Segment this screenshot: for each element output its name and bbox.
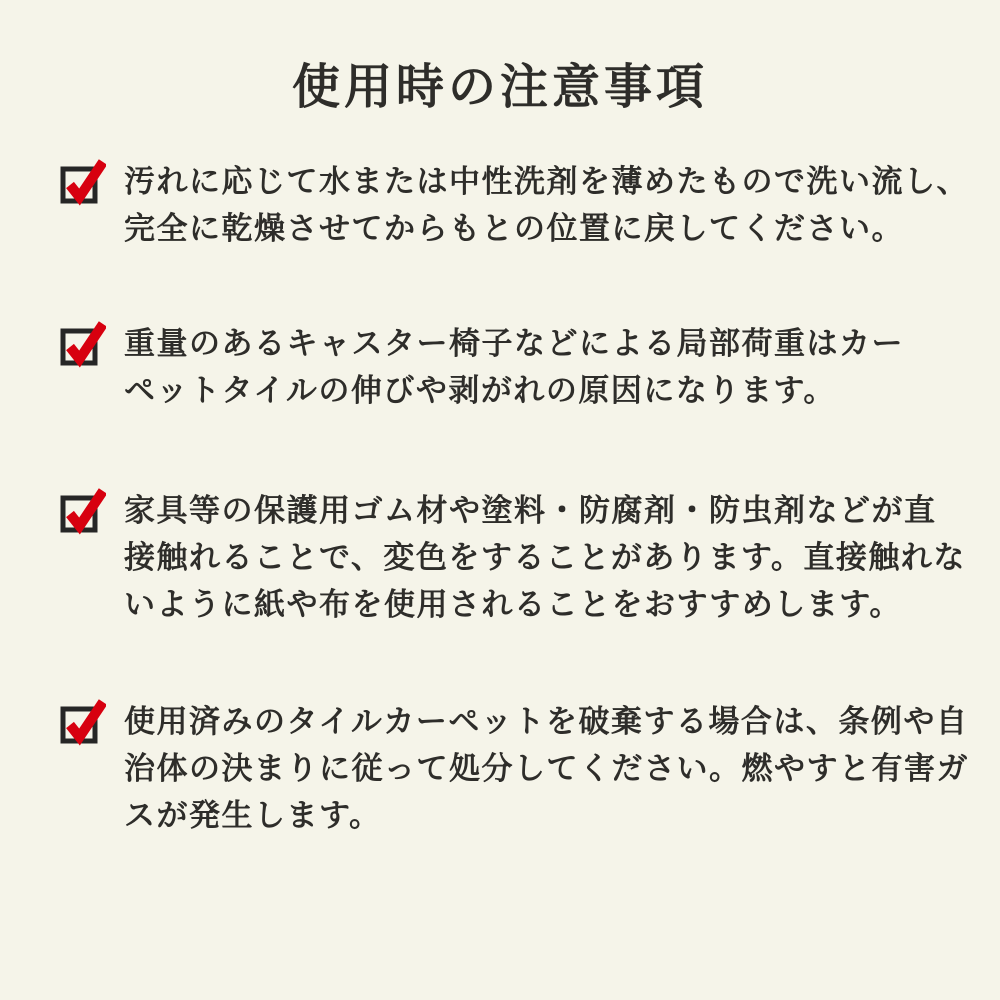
text-line: 治体の決まりに従って処分してください。燃やすと有害ガ: [124, 751, 969, 786]
checklist-item-4: [60, 698, 969, 839]
item-text: [124, 487, 966, 628]
page-title: 使用時の注意事項: [291, 61, 708, 114]
checklist-item-1: [60, 158, 969, 252]
text-line: 重量のあるキャスター椅子などによる局部荷重はカー: [124, 326, 904, 361]
text-line: スが発生します。: [124, 798, 382, 833]
text-line: 家具等の保護用ゴム材や塗料・防腐剤・防虫剤などが直: [124, 493, 937, 528]
checkbox-checked-icon: [60, 696, 108, 748]
item-text: [124, 698, 969, 839]
checklist-item-3: [60, 487, 966, 628]
item-text: [124, 320, 904, 414]
text-line: ペットタイルの伸びや剥がれの原因になります。: [124, 373, 836, 408]
text-line: 接触れることで、変色をすることがあります。直接触れな: [124, 540, 966, 575]
text-line: 完全に乾燥させてからもとの位置に戻してください。: [124, 211, 904, 246]
text-line: いように紙や布を使用されることをおすすめします。: [124, 587, 902, 622]
text-line: 汚れに応じて水または中性洗剤を薄めたもので洗い流し、: [124, 164, 969, 199]
text-line: 使用済みのタイルカーペットを破棄する場合は、条例や自: [124, 704, 969, 739]
checkbox-checked-icon: [60, 318, 108, 370]
checklist-item-2: [60, 320, 960, 414]
checkbox-checked-icon: [60, 156, 108, 208]
item-text: [124, 158, 969, 252]
checkbox-checked-icon: [60, 485, 108, 537]
